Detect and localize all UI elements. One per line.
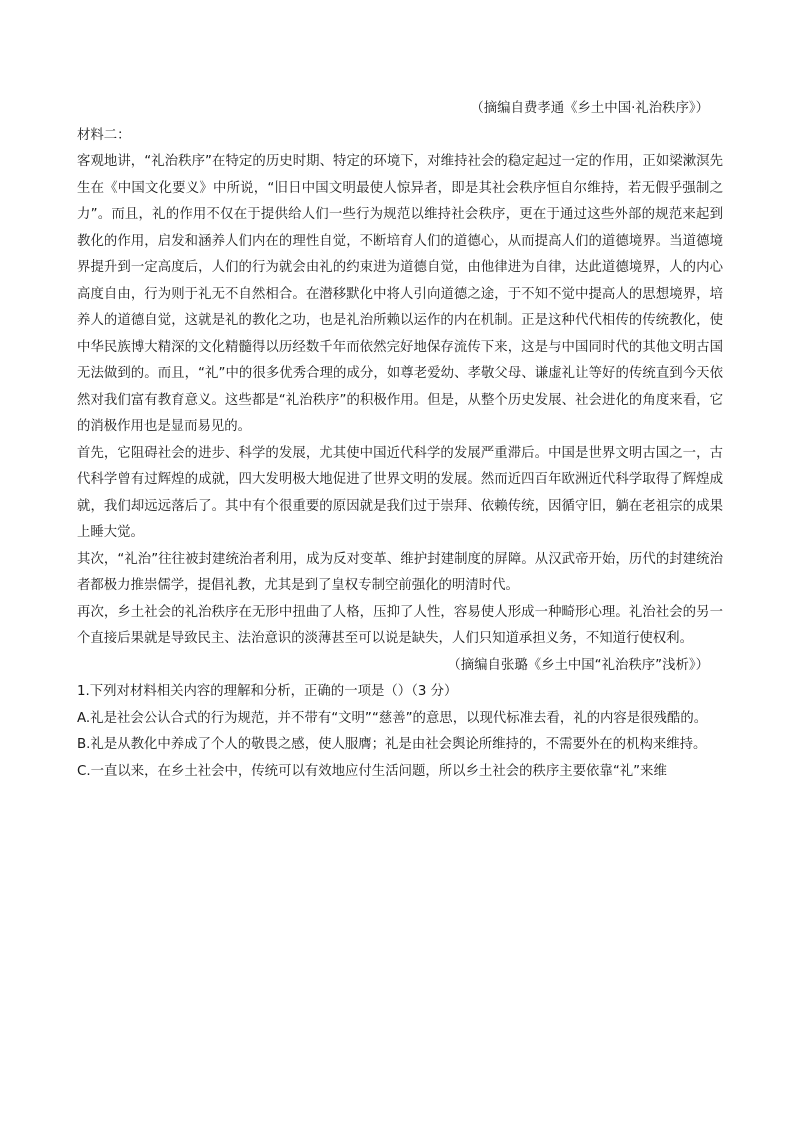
material-2-paragraph-1: 客观地讲，“礼治秩序”在特定的历史时期、特定的环境下，对维持社会的稳定起过一定的作用，正如梁漱溟先生在《中国文化要义》中所说，“旧日中国文明最使人惊异者，即是其社会秩序恒自尔维持，若无假乎强制之力”。而且，礼的作用不仅在于提供给人们一些行为规范以维持社会秩序，更在于通过这些外部的规范来起到教化的作用，启发和涵养人们内在的理性自觉，不断培育人们的道德心，从而提高人们的道德境界。当道德境界提升到一定高度后，人们的行为就会由礼的约束进为道德自觉，由他律进为自律，达此道德境界，人的内心高度自由，行为则于礼无不自然相合。在潜移默化中将人引向道德之途，于不知不觉中提高人的思想境界，培养人的道德自觉，这就是礼的教化之功，也是礼治所赖以运作的内在机制。正是这种代代相传的传统教化，使中华民族博大精深的文化精髓得以历经数千年而依然完好地保存流传下来，这是与中国同时代的其他文明古国无法做到的。而且，“礼”中的很多优秀合理的成分，如尊老爱幼、孝敬父母、谦虚礼让等好的传统直到今天依然对我们富有教育意义。这些都是“礼治秩序”的积极作用。但是，从整个历史发展、社会进化的角度来看，它的消极作用也是显而易见的。 bbox=[77, 154, 723, 434]
material-2-paragraph-3: 其次，“礼治”往往被封建统治者利用，成为反对变革、维护封建制度的屏障。从汉武帝开始，历代的封建统治者都极力推崇儒学，提倡礼教，尤其是到了皇权专制空前强化的明清时代。 bbox=[77, 551, 723, 593]
material-2-title: 材料二： bbox=[77, 127, 131, 143]
source-citation-2: （摘编自张璐《乡土中国“礼治秩序”浅析》） bbox=[447, 657, 709, 673]
question-stem: 1.下列对材料相关内容的理解和分析，正确的一项是（）（3 分） bbox=[77, 684, 458, 699]
option-c: C.一直以来，在乡土社会中，传统可以有效地应付生活问题，所以乡土社会的秩序主要依靠“礼”来维 bbox=[77, 763, 667, 779]
source-citation-1: （摘编自费孝通《乡土中国·礼治秩序》） bbox=[470, 101, 709, 116]
material-2-paragraph-2: 首先，它阻碍社会的进步、科学的发展，尤其使中国近代科学的发展严重滞后。中国是世界文明古国之一，古代科学曾有过辉煌的成就，四大发明极大地促进了世界文明的发展。然而近四百年欧洲近代科学取得了辉煌成就，我们却远远落后了。其中有个很重要的原因就是我们过于崇拜、依赖传统，因循守旧，躺在老祖宗的成果上睡大觉。 bbox=[77, 445, 723, 540]
option-b: B.礼是从教化中养成了个人的敬畏之感，使人服膺；礼是由社会舆论所维持的，不需要外在的机构来维持。 bbox=[77, 737, 707, 752]
option-a: A.礼是社会公认合式的行为规范，并不带有“文明”“慈善”的意思，以现代标准去看，礼的内容是很残酷的。 bbox=[77, 710, 708, 726]
page-content bbox=[77, 96, 723, 785]
material-2-paragraph-4: 再次，乡土社会的礼治秩序在无形中扭曲了人格，压抑了人性，容易使人形成一种畸形心理。礼治社会的另一个直接后果就是导致民主、法治意识的淡薄甚至可以说是缺失，人们只知道承担义务，不知道行使权利。 bbox=[77, 604, 723, 646]
